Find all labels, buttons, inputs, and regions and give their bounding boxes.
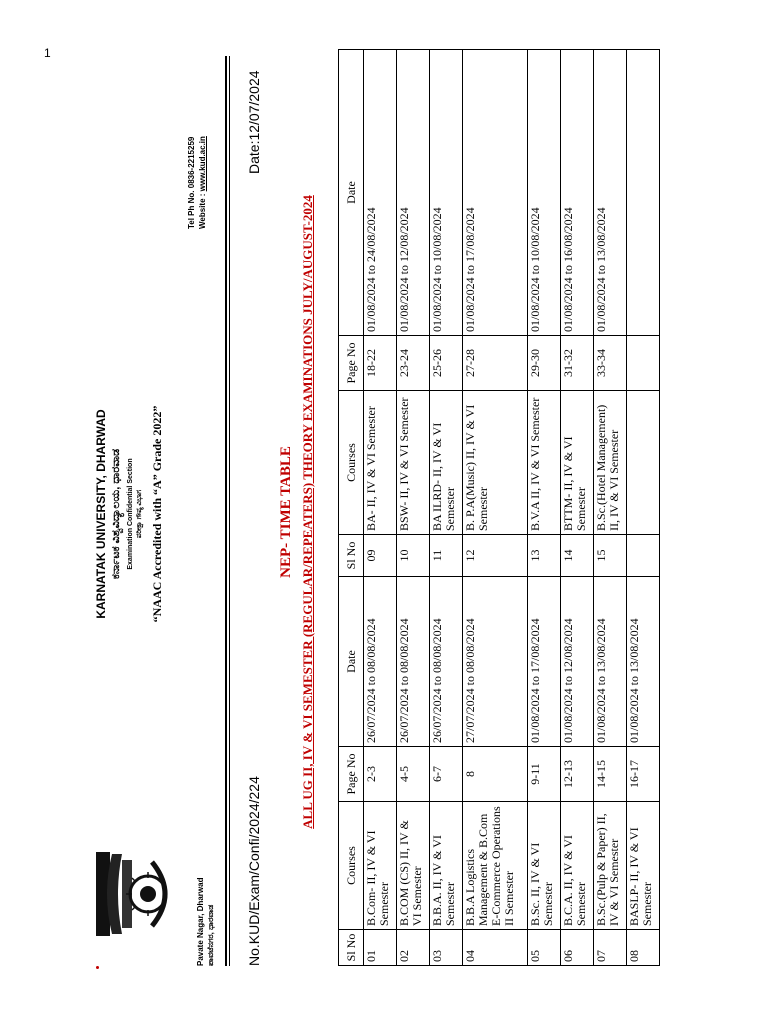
header-divider [225,56,230,966]
column-header: Courses [339,391,364,535]
sl-no: 10 [397,535,430,577]
website-link[interactable]: www.kud.ac.in [198,136,207,192]
section-name-en: Examination Confidential Section [127,458,134,570]
page-no: 31-32 [561,336,594,391]
exam-dates: 01/08/2024 to 13/08/2024 [594,50,627,336]
course: BA- II, IV & VI Semester [364,391,397,535]
exam-dates: 01/08/2024 to 16/08/2024 [561,50,594,336]
sl-no: 01 [364,930,397,966]
course: BSW- II, IV & VI Semester [397,391,430,535]
exam-dates [627,50,660,336]
sl-no: 04 [463,930,528,966]
sl-no: 05 [528,930,561,966]
table-row [463,50,528,966]
table-row [561,50,594,966]
reference-number: No.KUD/Exam/Confi/2024/224 [246,776,262,966]
university-emblem-icon [92,848,170,940]
table-header-row [339,50,364,966]
page-no: 2-3 [364,747,397,802]
page-no: 8 [463,747,528,802]
letterhead [0,0,260,1024]
sl-no: 11 [430,535,463,577]
exam-dates: 01/08/2024 to 10/08/2024 [430,50,463,336]
table-row [594,50,627,966]
column-header: Courses [339,802,364,930]
website-line [197,136,208,229]
column-header: Sl No [339,930,364,966]
address-en: Pavate Nagar, Dharwad [196,877,205,966]
column-header: Page No [339,747,364,802]
exam-dates: 26/07/2024 to 08/08/2024 [364,577,397,747]
exam-dates: 26/07/2024 to 08/08/2024 [397,577,430,747]
website-label: Website : [198,191,207,229]
course: B. P.A(Music) II, IV & VI Semester [463,391,528,535]
table-row [528,50,561,966]
sl-no: 02 [397,930,430,966]
sl-no: 08 [627,930,660,966]
page-no: 33-34 [594,336,627,391]
timetable [338,49,660,966]
address-kn: ಪಾವಟೆನಗರ, ಧಾರವಾಡ [206,904,215,966]
naac-accreditation: “NAAC Accredited with “A” Grade 2022” [150,405,164,623]
address [196,878,216,966]
course: B.COM (CS) II, IV & VI Semester [397,802,430,930]
page-no: 9-11 [528,747,561,802]
page-subtitle: ALL UG II, IV & VI SEMESTER (REGULAR/REPEATERS) THEORY EXAMINATIONS JULY/AUGUST-2024 [300,195,315,829]
course: B.Sc.(Pulp & Paper) II, IV & VI Semester [594,802,627,930]
sl-no: 15 [594,535,627,577]
phone-number: Tel Ph No. 0836-2215259 [187,136,196,229]
course: B.Com- II, IV & VI Semester [364,802,397,930]
exam-dates: 01/08/2024 to 13/08/2024 [594,577,627,747]
sl-no: 07 [594,930,627,966]
column-header: Date [339,577,364,747]
course: B.B.A Logistics Management & B.Com E-Commerce Operations II Semester [463,802,528,930]
page-no: 14-15 [594,747,627,802]
exam-dates: 27/07/2024 to 08/08/2024 [463,577,528,747]
sl-no [627,535,660,577]
table-row [397,50,430,966]
page-no: 29-30 [528,336,561,391]
exam-dates: 01/08/2024 to 17/08/2024 [528,577,561,747]
course: B.B.A. II, IV & VI Semester [430,802,463,930]
course: B.Sc. II, IV & VI Semester [528,802,561,930]
section-name-kn: ಪರೀಕ್ಷಾ ಗೌಪ್ಯ ವಿಭಾಗ [136,489,143,539]
contact-info [186,136,208,229]
page-no: 18-22 [364,336,397,391]
exam-dates: 01/08/2024 to 12/08/2024 [561,577,594,747]
table-row [430,50,463,966]
exam-dates: 01/08/2024 to 24/08/2024 [364,50,397,336]
page-no: 6-7 [430,747,463,802]
course: BA ILRD- II, IV & VI Semester [430,391,463,535]
page-no: 4-5 [397,747,430,802]
course [627,391,660,535]
exam-dates: 01/08/2024 to 17/08/2024 [463,50,528,336]
page-no: 12-13 [561,747,594,802]
course: BTTM- II, IV & VI Semester [561,391,594,535]
page-no [627,336,660,391]
course: B.Sc.(Hotel Management) II, IV & VI Semester [594,391,627,535]
column-header: Date [339,50,364,336]
course: B.C.A. II, IV & VI Semester [561,802,594,930]
column-header: Page No [339,336,364,391]
document-date: Date:12/07/2024 [246,70,262,174]
university-heading [94,284,165,744]
page-no: 27-28 [463,336,528,391]
exam-dates: 26/07/2024 to 08/08/2024 [430,577,463,747]
university-name-kn: ಕರ್ನಾಟಕ ವಿಶ್ವವಿದ್ಯಾಲಯ, ಧಾರವಾಡ [110,448,122,580]
exam-dates: 01/08/2024 to 12/08/2024 [397,50,430,336]
exam-dates: 01/08/2024 to 10/08/2024 [528,50,561,336]
university-name-en: KARNATAK UNIVERSITY, DHARWAD [94,409,108,619]
sl-no: 12 [463,535,528,577]
table-row [627,50,660,966]
sl-no: 13 [528,535,561,577]
page-no: 25-26 [430,336,463,391]
page-no: 16-17 [627,747,660,802]
page-no: 23-24 [397,336,430,391]
course: B.V.A II, IV & VI Semester [528,391,561,535]
sl-no: 09 [364,535,397,577]
column-header: Sl No [339,535,364,577]
table-row [364,50,397,966]
course: BASLP- II, IV & VI Semester [627,802,660,930]
exam-dates: 01/08/2024 to 13/08/2024 [627,577,660,747]
sl-no: 03 [430,930,463,966]
sl-no: 06 [561,930,594,966]
page-title: NEP- TIME TABLE [278,446,294,578]
sl-no: 14 [561,535,594,577]
page-number: 1 [44,46,51,60]
